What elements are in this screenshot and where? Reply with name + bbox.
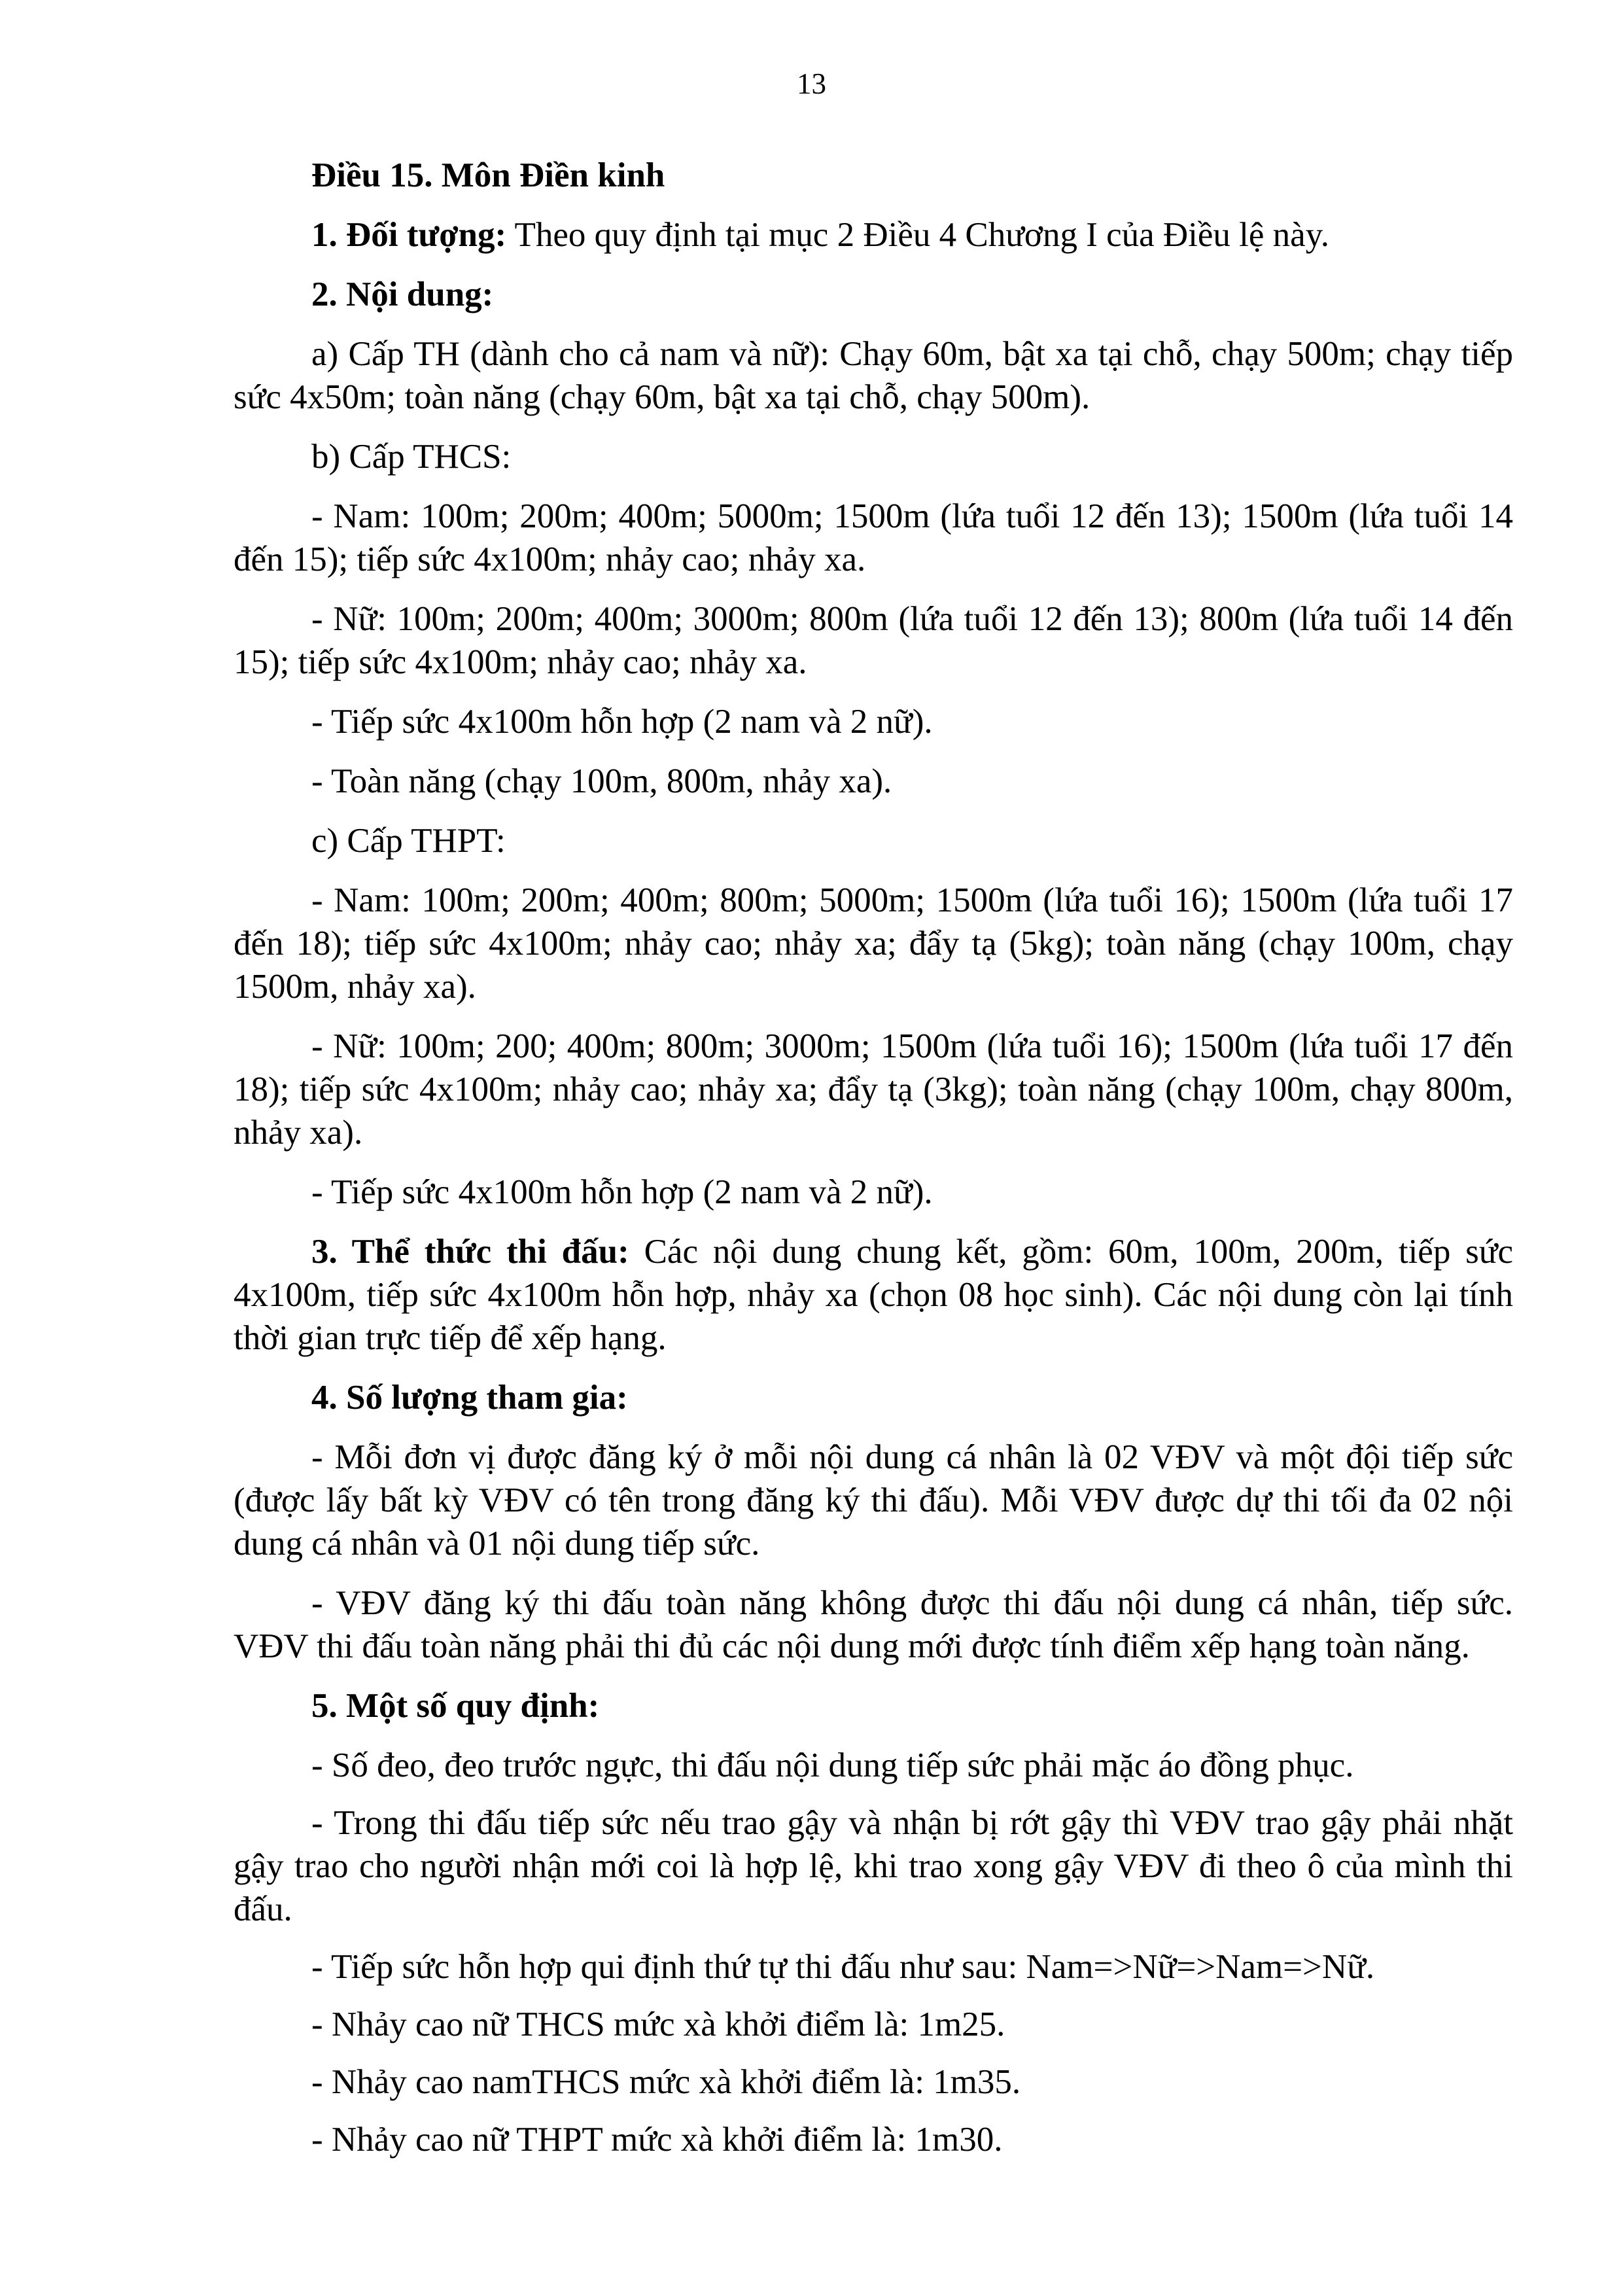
section-3-label: 3. Thể thức thi đấu: [311,1233,629,1271]
section-2-c-mixed: - Tiếp sức 4x100m hỗn hợp (2 nam và 2 nữ). [311,1173,933,1211]
section-2-b: b) Cấp THCS: [311,438,512,476]
section-2-c: c) Cấp THPT: [311,822,506,860]
section-3 [234,1230,1513,1360]
section-5-rule-3: - Tiếp sức hỗn hợp qui định thứ tự thi đấu như sau: Nam=>Nữ=>Nam=>Nữ. [311,1948,1375,1986]
section-2-a: a) Cấp TH (dành cho cả nam và nữ): Chạy 60m, bật xa tại chỗ, chạy 500m; chạy tiếp sức 4x50m; toàn năng (chạy 60m, bật xa tại chỗ, chạy 500m). [234,335,1513,416]
section-2-label: 2. Nội dung: [311,275,494,313]
page-number: 13 [797,67,826,100]
section-2-c-male: - Nam: 100m; 200m; 400m; 800m; 5000m; 1500m (lứa tuổi 16); 1500m (lứa tuổi 17 đến 18); tiếp sức 4x100m; nhảy cao; nhảy xa; đẩy tạ (5kg); toàn năng (chạy 100m, chạy 1500m, nhảy xa). [234,881,1513,1006]
section-4-p1: - Mỗi đơn vị được đăng ký ở mỗi nội dung cá nhân là 02 VĐV và một đội tiếp sức (được lấy bất kỳ VĐV có tên trong đăng ký thi đấu). Mỗi VĐV được dự thi tối đa 02 nội dung cá nhân và 01 nội dung tiếp sức. [234,1438,1513,1563]
section-1-text: Theo quy định tại mục 2 Điều 4 Chương I của Điều lệ này. [506,216,1330,254]
section-2-b-male: - Nam: 100m; 200m; 400m; 5000m; 1500m (lứa tuổi 12 đến 13); 1500m (lứa tuổi 14 đến 15); tiếp sức 4x100m; nhảy cao; nhảy xa. [234,497,1513,578]
section-4-label: 4. Số lượng tham gia: [311,1379,628,1417]
article-title: Điều 15. Môn Điền kinh [311,156,665,194]
section-5-rule-6: - Nhảy cao nữ THPT mức xà khởi điểm là: 1m30. [311,2121,1003,2159]
section-2-b-mixed: - Tiếp sức 4x100m hỗn hợp (2 nam và 2 nữ). [311,703,933,741]
section-2-c-female: - Nữ: 100m; 200; 400m; 800m; 3000m; 1500m (lứa tuổi 16); 1500m (lứa tuổi 17 đến 18); tiếp sức 4x100m; nhảy cao; nhảy xa; đẩy tạ (3kg); toàn năng (chạy 100m, chạy 800m, nhảy xa). [234,1027,1513,1152]
document-body [234,154,1513,2176]
section-5-rule-2: - Trong thi đấu tiếp sức nếu trao gậy và nhận bị rớt gậy thì VĐV trao gậy phải nhặt gậy trao cho người nhận mới coi là hợp lệ, khi trao xong gậy VĐV đi theo ô của mình thi đấu. [234,1804,1513,1928]
section-1 [234,213,1513,256]
section-1-label: 1. Đối tượng: [311,216,507,254]
section-3-text: Các nội dung chung kết, gồm: 60m, 100m, 200m, tiếp sức 4x100m, tiếp sức 4x100m hỗn hợp, nhảy xa (chọn 08 học sinh). Các nội dung còn lại tính thời gian trực tiếp để xếp hạng. [234,1233,1513,1357]
section-5-label: 5. Một số quy định: [311,1687,600,1725]
section-2-b-female: - Nữ: 100m; 200m; 400m; 3000m; 800m (lứa tuổi 12 đến 13); 800m (lứa tuổi 14 đến 15); tiếp sức 4x100m; nhảy cao; nhảy xa. [234,600,1513,681]
section-5-rule-5: - Nhảy cao namTHCS mức xà khởi điểm là: 1m35. [311,2063,1021,2101]
section-4-p2: - VĐV đăng ký thi đấu toàn năng không được thi đấu nội dung cá nhân, tiếp sức. VĐV thi đấu toàn năng phải thi đủ các nội dung mới được tính điểm xếp hạng toàn năng. [234,1584,1513,1665]
section-5-rule-4: - Nhảy cao nữ THCS mức xà khởi điểm là: 1m25. [311,2005,1005,2043]
section-5-rule-1: - Số đeo, đeo trước ngực, thi đấu nội dung tiếp sức phải mặc áo đồng phục. [311,1746,1354,1784]
section-2-b-allround: - Toàn năng (chạy 100m, 800m, nhảy xa). [311,762,892,800]
